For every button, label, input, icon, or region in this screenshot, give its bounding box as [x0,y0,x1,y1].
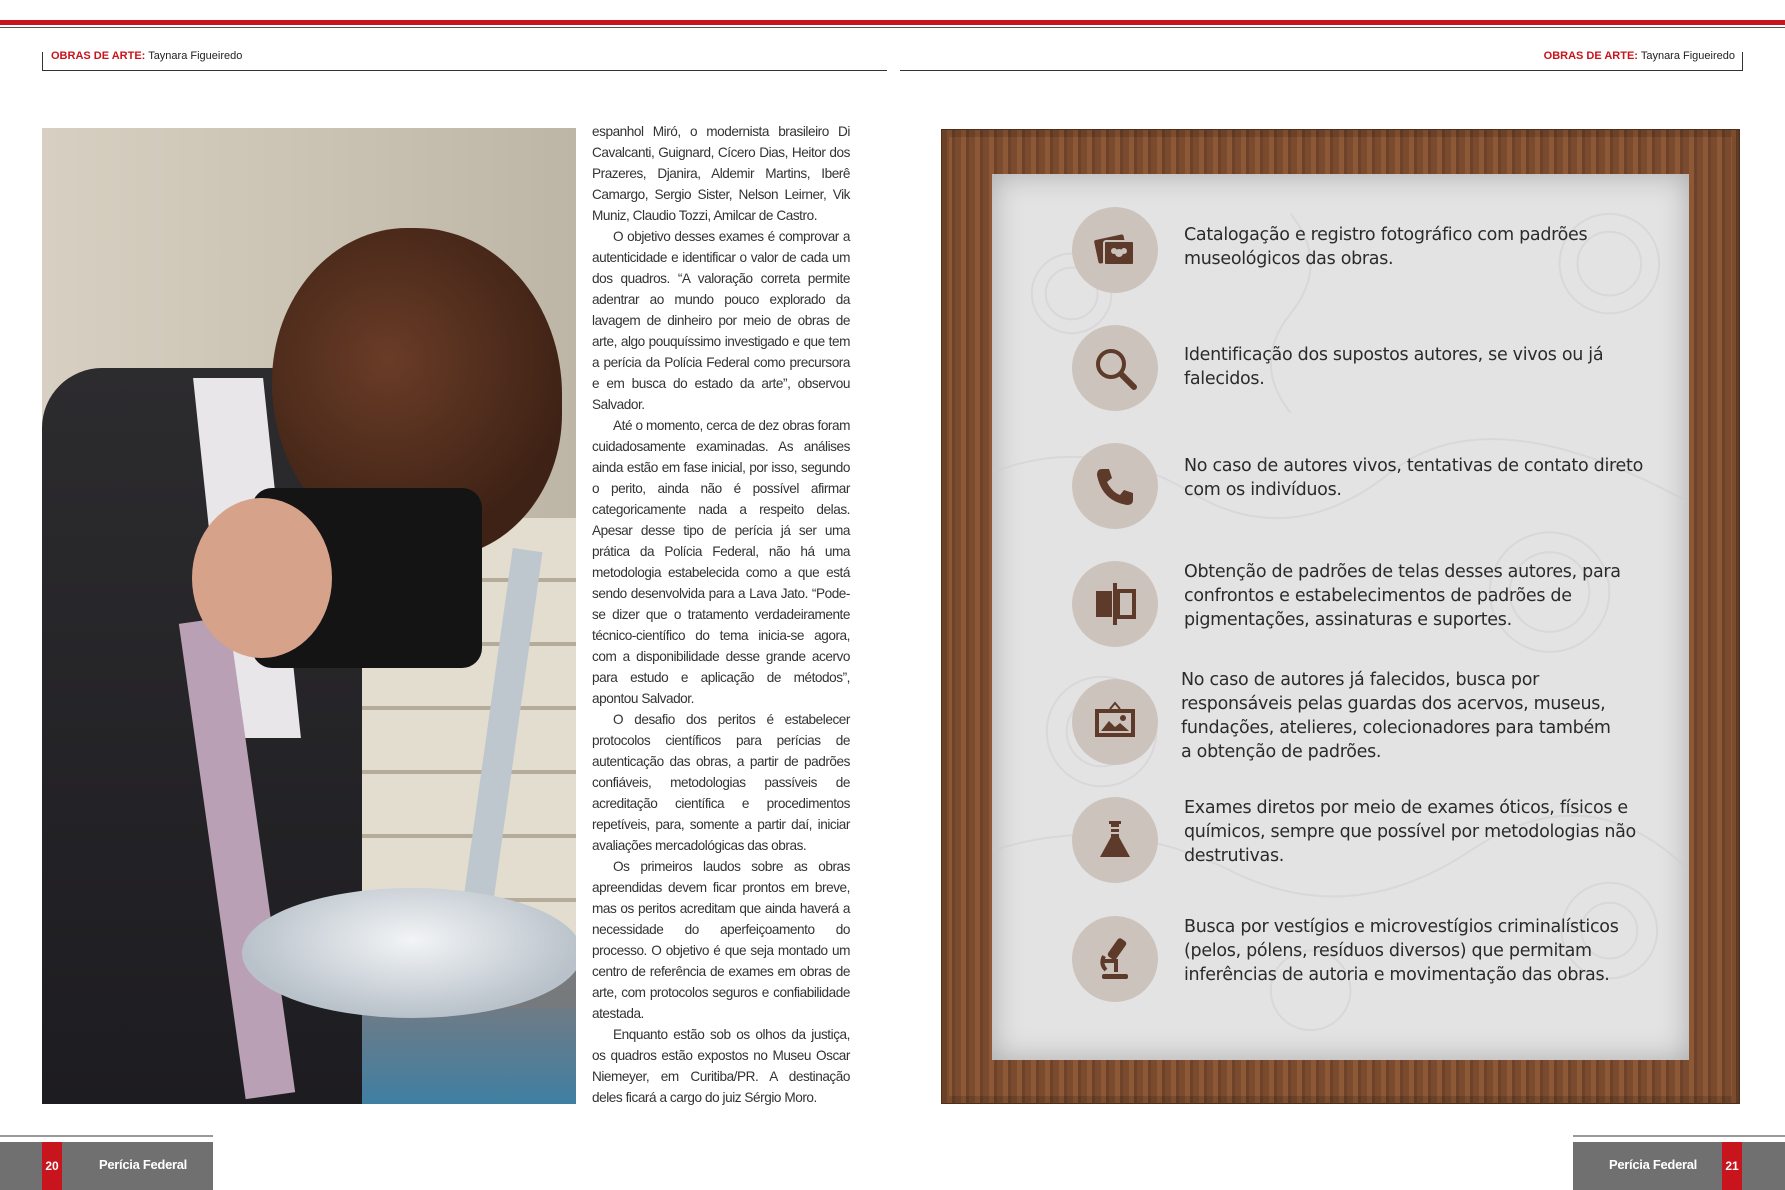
flask-icon [1090,815,1140,865]
header-left [51,50,242,62]
photo-expert-examining-artwork [42,128,576,1104]
compare-icon [1090,579,1140,629]
step-text: Exames diretos por meio de exames óticos, físicos e químicos, sempre que possível por metodologias não destrutivas. [1184,798,1636,866]
phone-icon [1090,461,1140,511]
header-divider [42,52,43,71]
icon-circle [1072,561,1158,647]
infographic-canvas [992,174,1689,1060]
header-rule-left [42,70,887,71]
microscope-icon [1090,934,1140,984]
header-section-label: OBRAS DE ARTE: [1543,50,1638,62]
article-paragraph: Até o momento, cerca de dez obras foram cuidadosamente examinadas. As análises ainda estão em fase inicial, por isso, segundo o perito, ainda não é possível afirmar categoricamente nada a respeito delas. Apesar desse tipo de perícia já ser uma prática da Polícia Federal, não há uma metodologia estabelecida como a que está sendo desenvolvida para a Lava Jato. “Pode-se dizer que o tratamento verdadeiramente técnico-científico do tema inicia-se agora, com a disponibilidade desse grande acervo para estudo e aplicação de métodos”, apontou Salvador. [592,418,850,706]
header-right [1544,50,1735,62]
page-number-left: 20 [42,1142,62,1190]
magazine-name-right: Perícia Federal [1609,1157,1697,1172]
step-item [1072,797,1672,887]
step-text: No caso de autores já falecidos, busca por responsáveis pelas guardas dos acervos, museus, fundações, atelieres, colecionadores para também a obtenção de padrões. [1181,670,1611,762]
top-red-rule [0,20,1785,25]
article-paragraph: Os primeiros laudos sobre as obras apreendidas devem ficar prontos em breve, mas os peritos acreditam que ainda haverá a necessidade do aperfeiçoamento do processo. O objetivo é que seja montado um centro de referência de exames em obras de arte, com protocolos seguros e confiabilidade atestada. [592,859,850,1021]
icon-circle [1072,916,1158,1002]
wooden-frame [941,129,1740,1104]
icon-circle [1072,207,1158,293]
magazine-name-left: Perícia Federal [99,1157,187,1172]
top-thin-rule [0,27,1785,28]
icon-circle [1072,679,1158,765]
step-text: Identificação dos supostos autores, se vivos ou já falecidos. [1184,345,1604,389]
step-item [1072,207,1672,297]
article-paragraph: Enquanto estão sob os olhos da justiça, os quadros estão expostos no Museu Oscar Niemeyer, em Curitiba/PR. A destinação deles ficará a cargo do juiz Sérgio Moro. [592,1027,850,1105]
step-text: Obtenção de padrões de telas desses autores, para confrontos e estabelecimentos de padrões de pigmentações, assinaturas e suportes. [1184,562,1621,630]
article-column [592,121,850,1108]
header-section-label: OBRAS DE ARTE: [51,50,146,62]
icon-circle [1072,325,1158,411]
header-rule-right [900,70,1742,71]
step-text: No caso de autores vivos, tentativas de contato direto com os indivíduos. [1184,456,1643,500]
page-number-right: 21 [1722,1142,1742,1190]
header-author: Taynara Figueiredo [148,50,243,62]
icon-circle [1072,797,1158,883]
article-paragraph: O desafio dos peritos é estabelecer protocolos científicos para perícias de autenticação das obras, a partir de padrões confiáveis, metodologias passíveis de acreditação científica e procedimentos repetíveis, para, somente a partir daí, iniciar avaliações mercadológicas das obras. [592,712,850,853]
step-text: Catalogação e registro fotográfico com padrões museológicos das obras. [1184,225,1588,269]
photos-icon [1090,225,1140,275]
step-item [1072,325,1672,415]
footer-rule-left [0,1135,213,1137]
article-paragraph: espanhol Miró, o modernista brasileiro Di Cavalcanti, Guignard, Cícero Dias, Heitor dos Prazeres, Djanira, Aldemir Martins, Iberê Camargo, Sergio Sister, Nelson Leirner, Vik Muniz, Claudio Tozzi, Amilcar de Castro. [592,124,850,223]
icon-circle [1072,443,1158,529]
article-paragraph: O objetivo desses exames é comprovar a autenticidade e identificar o valor de cada um dos quadros. “A valoração correta permite adentrar ao mundo pouco explorado da lavagem de dinheiro por meio de obras de arte, algo pouquíssimo investigado e que tem a perícia da Polícia Federal como precursora e em busca do estado da arte”, observou Salvador. [592,229,850,412]
step-text: Busca por vestígios e microvestígios criminalísticos (pelos, pólens, resíduos diversos) que permitam inferências de autoria e movimentação das obras. [1184,917,1619,985]
picture-icon [1090,697,1140,747]
step-item [1072,443,1672,533]
header-author: Taynara Figueiredo [1640,50,1735,62]
magnifier-icon [1090,343,1140,393]
footer-rule-right [1573,1135,1785,1137]
header-divider [1742,52,1743,71]
step-item [1072,916,1672,1006]
step-item [1072,561,1672,651]
step-item [1072,670,1672,769]
